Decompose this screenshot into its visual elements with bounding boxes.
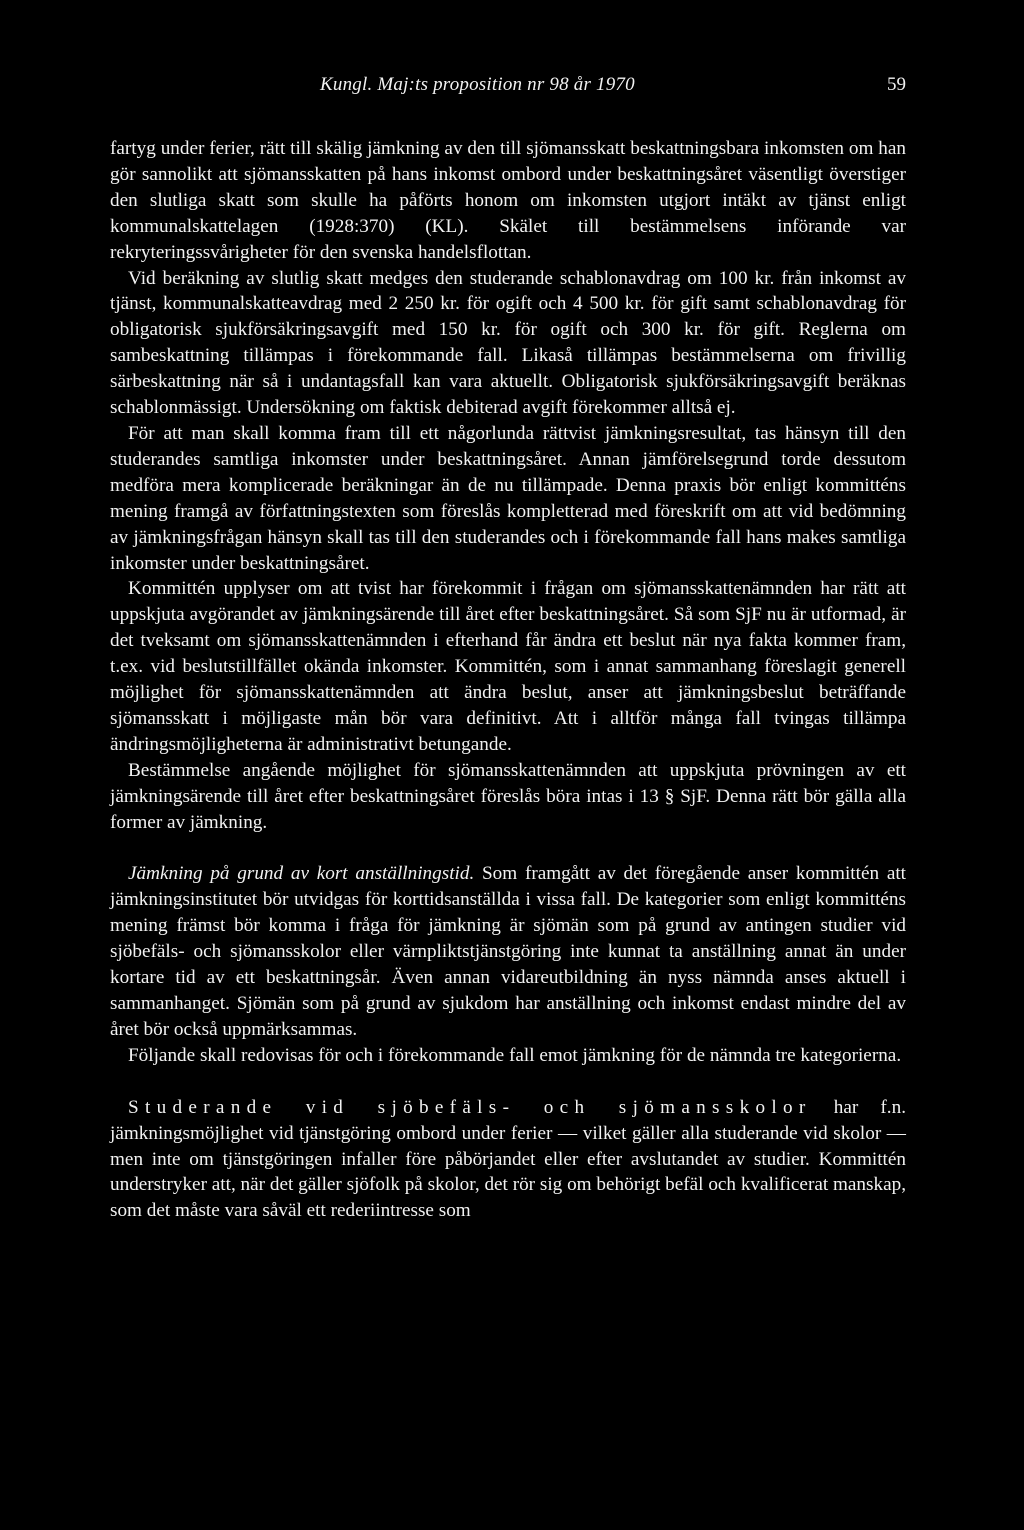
paragraph-for-att-man [110, 421, 906, 576]
page-number: 59 [887, 74, 906, 95]
page-header [110, 74, 906, 102]
paragraph-studerande [110, 1095, 906, 1225]
paragraph-continuation [110, 136, 906, 266]
paragraph-bestammelse [110, 758, 906, 836]
body-text [110, 136, 906, 1224]
section-heading: Jämkning på grund av kort anställningstid. [128, 863, 475, 885]
paragraph-text: har f.n. jämkningsmöjlighet vid tjänstgöring ombord under ferier — vilket gäller alla studerande vid skolor — men inte om tjänstgöringen infaller före påbörjandet eller efter avslutandet av studier. Kommittén understryker att, när det gäller sjöfolk på skolor, det rör sig om behörigt befäl och kvalificerat manskap, som det måste vara såväl ett rederiintresse som [110, 1096, 906, 1222]
paragraph-text: fartyg under ferier, rätt till skälig jämkning av den till sjömansskatt beskattningsbara inkomsten om han gör sannolikt att sjömansskatten på hans inkomst ombord under beskattningsåret väsentligt överstiger den slutliga skatt som skulle ha påförts honom om inkomsten utgjort intäkt av tjänst enligt kommunalskattelagen (1928:370) (KL). Skälet till bestämmelsens införande var rekryteringssvårigheter för den svenska handelsflottan. [110, 138, 906, 263]
paragraph-vid-berakning [110, 266, 906, 421]
paragraph-text: Vid beräkning av slutlig skatt medges den studerande schablonavdrag om 100 kr. från inkomst av tjänst, kommunalskatteavdrag med 2 250 kr. för ogift och 4 500 kr. för gift samt schablonavdrag för obligatorisk sjukförsäkringsavgift med 150 kr. för ogift och 300 kr. för gift. Reglerna om sambeskattning tillämpas i förekommande fall. Likaså tillämpas bestämmelserna om frivillig särbeskattning när så i undantagsfall kan vara aktuellt. Obligatorisk sjukförsäkringsavgift beräknas schablonmässigt. Undersökning om faktisk debiterad avgift förekommer alltså ej. [110, 267, 906, 419]
running-title: Kungl. Maj:ts proposition nr 98 år 1970 [320, 74, 635, 95]
paragraph-kommitten-upplyser [110, 576, 906, 757]
paragraph-foljande [110, 1043, 906, 1069]
paragraph-jamkning-kort-anstallningstid [110, 861, 906, 1042]
paragraph-text: För att man skall komma fram till ett någorlunda rättvist jämkningsresultat, tas hänsyn till den studerandes samtliga inkomster under beskattningsåret. Annan jämförelsegrund torde dessutom medföra mera komplicerade beräkningar än de nu tillämpade. Denna praxis bör enligt kommitténs mening framgå av författningstexten som föreslås kompletterad med föreskrift om att vid bedömning av jämkningsfrågan hänsyn skall tas till den studerandes och i förekommande fall hans makes samtliga inkomster under beskattningsåret. [110, 422, 906, 574]
paragraph-text: Följande skall redovisas för och i förekommande fall emot jämkning för de nämnda tre kategorierna. [128, 1044, 902, 1066]
paragraph-text: Som framgått av det föregående anser kommittén att jämkningsinstitutet bör utvidgas för korttidsanställda i vissa fall. De kategorier som enligt kommitténs mening främst bör komma i fråga för jämkning är sjömän som på grund av antingen studier vid sjöbefäls- och sjömansskolor eller värnpliktstjänstgöring inte kunnat ta anställning annat än under kortare tid av ett beskattningsår. Även annan vidareutbildning än nyss nämnda anses aktuell i sammanhanget. Sjömän som på grund av sjukdom har anställning och inkomst endast mindre del av året bör också uppmärksammas. [110, 863, 906, 1040]
paragraph-text: Bestämmelse angående möjlighet för sjömansskattenämnden att uppskjuta prövningen av ett jämkningsärende till året efter beskattningsåret föreslås böra intas i 13 § SjF. Denna rätt bör gälla alla former av jämkning. [110, 759, 906, 833]
paragraph-text: Kommittén upplyser om att tvist har förekommit i frågan om sjömansskattenämnden har rätt att uppskjuta avgörandet av jämkningsärende till året efter beskattningsåret. Så som SjF nu är utformad, är det tveksamt om sjömansskattenämnden i efterhand får ändra ett beslut när nya fakta kommer fram, t.ex. vid beslutstillfället okända inkomster. Kommittén, som i annat sammanhang föreslagit generell möjlighet för sjömansskattenämnden att ändra beslut, anser att jämkningsbeslut beträffande sjömansskatt i möjligaste mån bör vara definitivt. Att i alltför många fall tvingas tillämpa ändringsmöjligheterna är administrativt betungande. [110, 578, 906, 755]
spaced-heading: Studerande vid sjöbefäls- och sjömansskolor [128, 1096, 812, 1118]
